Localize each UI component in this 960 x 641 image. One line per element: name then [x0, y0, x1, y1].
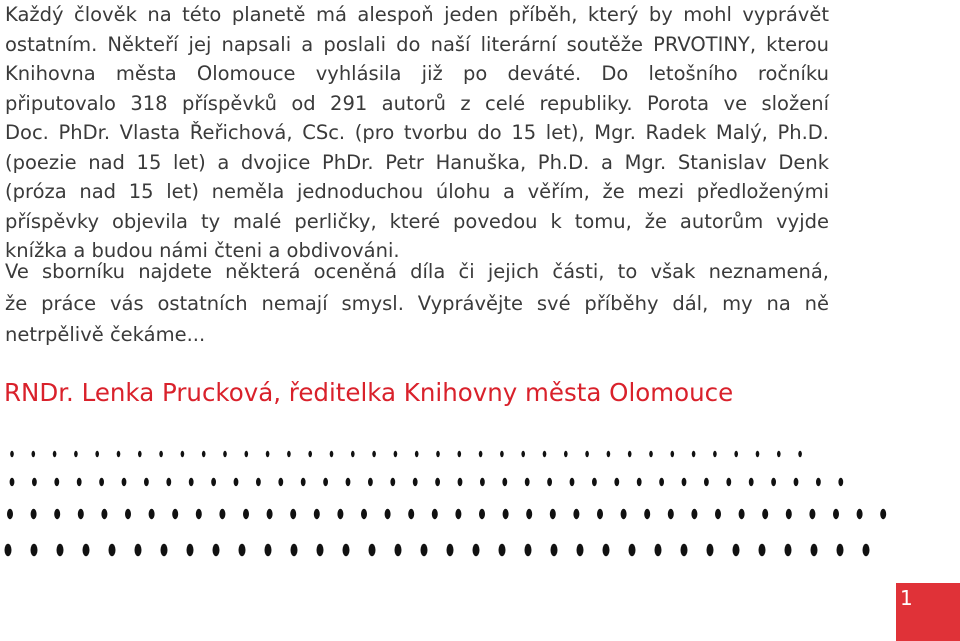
decorative-dot: [122, 478, 127, 486]
decorative-dot: [54, 478, 59, 486]
decorative-dot: [668, 509, 674, 519]
decorative-dot: [715, 509, 721, 519]
decorative-dot: [314, 509, 320, 519]
decorative-dot: [5, 544, 12, 556]
decorative-dot: [361, 509, 367, 519]
decorative-dot: [707, 544, 714, 556]
decorative-dot: [202, 451, 206, 457]
decorative-dot: [811, 544, 818, 556]
decorative-dot: [503, 509, 509, 519]
decorative-dot: [726, 478, 731, 486]
decorative-dot: [266, 451, 270, 457]
decorative-dot: [343, 544, 350, 556]
decorative-dot: [756, 451, 760, 457]
intro-line: knížka a budou námi čteni a obdivováni.: [5, 239, 400, 262]
decorative-dot: [31, 509, 37, 519]
decorative-dot: [278, 478, 283, 486]
decorative-dot: [597, 509, 603, 519]
closing-paragraph: [5, 256, 829, 351]
decorative-dot: [794, 478, 799, 486]
decorative-dot: [681, 544, 688, 556]
decorative-dot: [543, 451, 547, 457]
intro-line: připutovalo 318 příspěvků od 291 autorů z celé republiky. Porota ve složení: [5, 91, 829, 115]
decorative-dot: [77, 478, 82, 486]
decorative-dot: [138, 451, 142, 457]
decorative-dot: [32, 478, 37, 486]
decorative-dot: [337, 509, 343, 519]
decorative-dot: [644, 509, 650, 519]
decorative-dot: [733, 544, 740, 556]
decorative-dot: [330, 451, 334, 457]
decorative-dot: [816, 478, 821, 486]
decorative-dot: [149, 509, 155, 519]
decorative-dot: [857, 509, 863, 519]
closing-line: že práce vás ostatních nemají smysl. Vyprávějte své příběhy dál, my na ně: [5, 291, 829, 315]
decorative-dot: [369, 544, 376, 556]
dot-pattern-decoration: [0, 440, 960, 590]
decorative-dot: [290, 509, 296, 519]
decorative-dot: [219, 509, 225, 519]
decorative-dot: [628, 451, 632, 457]
decorative-dot: [213, 544, 220, 556]
decorative-dot: [408, 509, 414, 519]
page-number: 1: [900, 586, 913, 610]
decorative-dot: [526, 509, 532, 519]
decorative-dot: [592, 478, 597, 486]
decorative-dot: [78, 509, 84, 519]
decorative-dot: [809, 509, 815, 519]
decorative-dot: [547, 478, 552, 486]
decorative-dot: [691, 509, 697, 519]
decorative-dot: [245, 451, 249, 457]
decorative-dot: [432, 509, 438, 519]
decorative-dot: [637, 478, 642, 486]
decorative-dot: [671, 451, 675, 457]
decorative-dot: [777, 451, 781, 457]
decorative-dot: [629, 544, 636, 556]
decorative-dot: [346, 478, 351, 486]
decorative-dot: [499, 544, 506, 556]
decorative-dot: [458, 478, 463, 486]
decorative-dot: [502, 478, 507, 486]
decorative-dot: [837, 544, 844, 556]
decorative-dot: [655, 544, 662, 556]
decorative-dot: [135, 544, 142, 556]
decorative-dot: [435, 478, 440, 486]
decorative-dot: [7, 509, 13, 519]
decorative-dot: [659, 478, 664, 486]
decorative-dot: [223, 451, 227, 457]
decorative-dot: [390, 478, 395, 486]
closing-line: Ve sborníku najdete některá oceněná díla či jejich části, to však neznamená,: [5, 260, 829, 283]
decorative-dot: [570, 478, 575, 486]
decorative-dot: [833, 509, 839, 519]
decorative-dot: [187, 544, 194, 556]
decorative-dot: [436, 451, 440, 457]
decorative-dot: [189, 478, 194, 486]
decorative-dot: [31, 544, 38, 556]
decorative-dot: [621, 509, 627, 519]
decorative-dot: [573, 509, 579, 519]
decorative-dot: [525, 478, 530, 486]
decorative-dot: [455, 509, 461, 519]
decorative-dot: [649, 451, 653, 457]
decorative-dot: [607, 451, 611, 457]
closing-line: netrpělivě čekáme...: [5, 323, 206, 346]
decorative-dot: [771, 478, 776, 486]
decorative-dot: [734, 451, 738, 457]
decorative-dot: [159, 451, 163, 457]
decorative-dot: [759, 544, 766, 556]
decorative-dot: [117, 451, 121, 457]
decorative-dot: [161, 544, 168, 556]
decorative-dot: [704, 478, 709, 486]
decorative-dot: [368, 478, 373, 486]
decorative-dot: [351, 451, 355, 457]
decorative-dot: [267, 509, 273, 519]
decorative-dot: [762, 509, 768, 519]
decorative-dot: [577, 544, 584, 556]
decorative-dot: [603, 544, 610, 556]
decorative-dot: [739, 509, 745, 519]
decorative-dot: [53, 451, 57, 457]
decorative-dot: [181, 451, 185, 457]
decorative-dot: [308, 451, 312, 457]
decorative-dot: [109, 544, 116, 556]
decorative-dot: [394, 451, 398, 457]
decorative-dot: [125, 509, 131, 519]
intro-line: (poezie nad 15 let) a dvojice PhDr. Petr Hanuška, Ph.D. a Mgr. Stanislav Denk: [5, 150, 829, 174]
decorative-dot: [447, 544, 454, 556]
decorative-dot: [682, 478, 687, 486]
decorative-dot: [234, 478, 239, 486]
intro-line: (próza nad 15 let) neměla jednoduchou úlohu a věřím, že mezi předloženými: [5, 180, 829, 203]
decorative-dot: [413, 478, 418, 486]
decorative-dot: [256, 478, 261, 486]
decorative-dot: [243, 509, 249, 519]
decorative-dot: [32, 451, 36, 457]
decorative-dot: [415, 451, 419, 457]
decorative-dot: [166, 478, 171, 486]
decorative-dot: [83, 544, 90, 556]
decorative-dot: [785, 544, 792, 556]
decorative-dot: [473, 544, 480, 556]
decorative-dot: [395, 544, 402, 556]
decorative-dot: [10, 451, 14, 457]
decorative-dot: [10, 478, 15, 486]
decorative-dot: [287, 451, 291, 457]
decorative-dot: [863, 544, 870, 556]
decorative-dot: [500, 451, 504, 457]
decorative-dot: [479, 451, 483, 457]
decorative-dot: [421, 544, 428, 556]
decorative-dot: [74, 451, 78, 457]
decorative-dot: [713, 451, 717, 457]
decorative-dot: [458, 451, 462, 457]
decorative-dot: [480, 478, 485, 486]
decorative-dot: [301, 478, 306, 486]
decorative-dot: [385, 509, 391, 519]
decorative-dot: [95, 451, 99, 457]
decorative-dot: [144, 478, 149, 486]
decorative-dot: [101, 509, 107, 519]
decorative-dot: [786, 509, 792, 519]
decorative-dot: [749, 478, 754, 486]
decorative-dot: [323, 478, 328, 486]
decorative-dot: [798, 451, 802, 457]
decorative-dot: [54, 509, 60, 519]
intro-line: příspěvky objevila ty malé perličky, které povedou k tomu, že autorům vyjde: [5, 209, 829, 233]
decorative-dot: [317, 544, 324, 556]
decorative-dot: [525, 544, 532, 556]
decorative-dot: [372, 451, 376, 457]
decorative-dot: [838, 478, 843, 486]
decorative-dot: [614, 478, 619, 486]
decorative-dot: [551, 544, 558, 556]
decorative-dot: [291, 544, 298, 556]
decorative-dot: [521, 451, 525, 457]
decorative-dot: [550, 509, 556, 519]
decorative-dot: [172, 509, 178, 519]
intro-line: Každý člověk na této planetě má alespoň jeden příběh, který by mohl vyprávět: [5, 3, 829, 26]
decorative-dot: [479, 509, 485, 519]
decorative-dot: [57, 544, 64, 556]
page-number-badge: [896, 583, 960, 641]
intro-paragraph: [5, 0, 829, 266]
decorative-dot: [692, 451, 696, 457]
decorative-dot: [585, 451, 589, 457]
intro-line: Knihovna města Olomouce vyhlásila již po deváté. Do letošního ročníku: [5, 62, 829, 85]
decorative-dot: [196, 509, 202, 519]
decorative-dot: [99, 478, 104, 486]
decorative-dot: [265, 544, 272, 556]
decorative-dot: [239, 544, 246, 556]
intro-line: Doc. PhDr. Vlasta Řeřichová, CSc. (pro tvorbu do 15 let), Mgr. Radek Malý, Ph.D.: [5, 121, 829, 144]
intro-line: ostatním. Někteří jej napsali a poslali do naší literární soutěže PRVOTINY, kterou: [5, 32, 829, 56]
decorative-dot: [564, 451, 568, 457]
signature: RNDr. Lenka Prucková, ředitelka Knihovny města Olomouce: [4, 378, 734, 407]
decorative-dot: [211, 478, 216, 486]
decorative-dot: [880, 509, 886, 519]
